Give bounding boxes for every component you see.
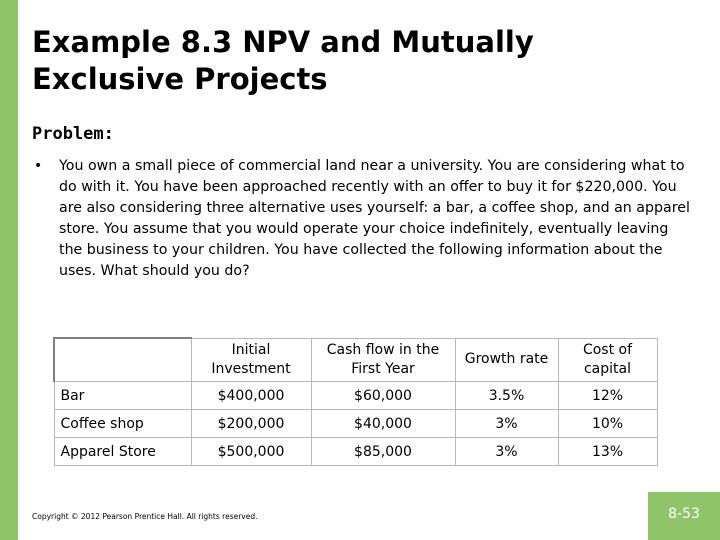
table-cell: $85,000 (311, 438, 455, 466)
table-cell: 12% (558, 382, 657, 410)
problem-bullet (34, 156, 694, 282)
table-row (54, 410, 657, 438)
table-cell: $500,000 (191, 438, 311, 466)
table-row (54, 382, 657, 410)
table-header-cell: Initial Investment (191, 338, 311, 382)
table-row (54, 438, 657, 466)
slide-title: Example 8.3 NPV and Mutually Exclusive Projects (32, 25, 534, 96)
project-data-table (53, 337, 658, 466)
table-row-label: Bar (54, 382, 191, 410)
table-header-cell: Growth rate (455, 338, 558, 382)
table-row-label: Apparel Store (54, 438, 191, 466)
table-cell: $200,000 (191, 410, 311, 438)
page-number-badge (648, 492, 720, 540)
table-header-cell: Cost of capital (558, 338, 657, 382)
table-row-label: Coffee shop (54, 410, 191, 438)
table-cell: 13% (558, 438, 657, 466)
table-header-cell: Cash flow in the First Year (311, 338, 455, 382)
table-cell: 3% (455, 438, 558, 466)
table-cell: 3% (455, 410, 558, 438)
table-cell: $60,000 (311, 382, 455, 410)
copyright-notice: Copyright © 2012 Pearson Prentice Hall. All rights reserved. (32, 512, 258, 521)
problem-heading: Problem: (32, 124, 114, 144)
table-header-row (54, 338, 657, 382)
table-cell: 10% (558, 410, 657, 438)
bullet-dot-icon: • (34, 158, 43, 174)
page-number: 8-53 (668, 506, 700, 522)
table-header-cell (54, 338, 191, 382)
table-cell: 3.5% (455, 382, 558, 410)
table-cell: $400,000 (191, 382, 311, 410)
left-accent-stripe (0, 0, 18, 540)
problem-text: You own a small piece of commercial land near a university. You are considering what to do with it. You have been approached recently with an offer to buy it for $220,000. You are also considering three alternative uses yourself: a bar, a coffee shop, and an apparel store. You assume that you would operate your choice indefinitely, eventually leaving the business to your children. You have collected the following information about the uses. What should you do? (59, 158, 690, 279)
table-cell: $40,000 (311, 410, 455, 438)
